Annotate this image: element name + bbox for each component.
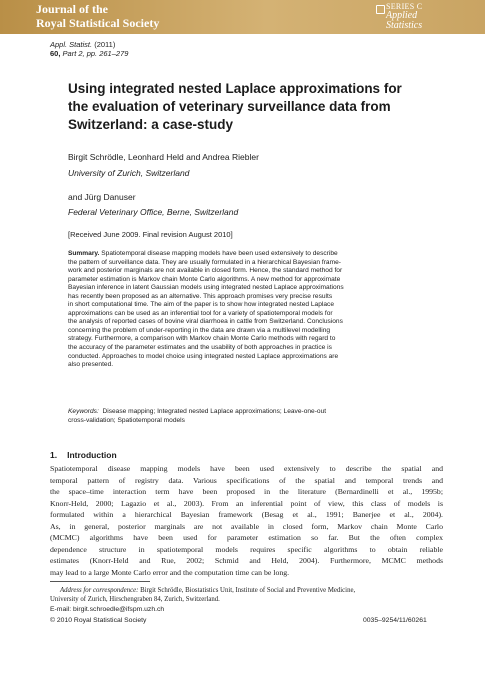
series-name-line2: Statistics xyxy=(386,20,423,31)
abstract-line: in short computational time. The aim of the paper is to show how integrated nested Laplace xyxy=(68,301,334,309)
title-line: the evaluation of veterinary surveillance data from xyxy=(68,99,391,114)
citation-pages: Part 2, pp. 261–279 xyxy=(62,49,129,58)
correspondence-email: E-mail: birgit.schroedle@ifspm.uzh.ch xyxy=(50,605,165,613)
keywords xyxy=(68,408,430,425)
abstract-line: the pattern of surveillance data. They are usually formulated in a hierarchical Bayesian frame- xyxy=(68,258,341,266)
keywords-line: cross-validation; Spatiotemporal models xyxy=(68,416,185,424)
paragraph-line: the space–time interaction term have been proposed in the literature (Bernardinelli et al., 1995b; xyxy=(50,487,443,496)
abstract-line: work and posterior marginals are not available in closed form. Hence, the standard method for xyxy=(68,267,343,275)
paragraph-line: may lead to a large Monte Carlo error and the computation time can be long. xyxy=(50,567,290,577)
authors-secondary: and Jürg Danuser xyxy=(68,192,136,202)
series-logo-icon xyxy=(376,5,385,14)
abstract-line: also presented. xyxy=(68,361,114,369)
footnote-divider xyxy=(50,581,150,582)
journal-title xyxy=(36,2,159,30)
abstract-line: parameter estimation is Markov chain Monte Carlo algorithms. A new method for approximate xyxy=(68,275,341,283)
journal-abbrev: Appl. Statist. xyxy=(50,40,93,49)
abstract-line: Spatiotemporal disease mapping models have been used extensively to describe xyxy=(101,250,338,257)
abstract xyxy=(68,250,430,370)
article-title xyxy=(68,80,428,134)
title-line: Switzerland: a case-study xyxy=(68,117,234,132)
footnote-label: Address for correspondence: xyxy=(60,587,139,594)
intro-paragraph xyxy=(50,463,443,578)
abstract-line: conducted. Approaches to model choice using integrated nested Laplace approximations are xyxy=(68,352,339,360)
abstract-line: the accuracy of the parameter estimates and the usability of both approaches in practice is xyxy=(68,344,332,352)
section-heading xyxy=(50,450,117,460)
abstract-line: concerning the problem of under-reporting in the data are drawn via a multilevel modelling xyxy=(68,326,331,334)
citation-year: (2011) xyxy=(94,40,116,49)
copyright-notice: © 2010 Royal Statistical Society xyxy=(50,617,147,624)
journal-title-line1: Journal of the xyxy=(36,2,108,16)
journal-title-line2: Royal Statistical Society xyxy=(36,16,160,30)
affiliation-primary: University of Zurich, Switzerland xyxy=(68,168,190,178)
abstract-line: Bayesian inference in latent Gaussian models using integrated nested Laplace approximations xyxy=(68,284,344,292)
authors-primary: Birgit Schrödle, Leonhard Held and Andrea Riebler xyxy=(68,152,259,162)
series-label-block xyxy=(386,2,482,32)
section-number: 1. xyxy=(50,450,58,460)
keywords-line: Disease mapping; Integrated nested Laplace approximations; Leave-one-out xyxy=(102,408,327,415)
series-name-line1: Applied xyxy=(386,10,418,21)
abstract-line: the analysis of reported cases of bovine viral diarrhoea in cattle from Switzerland. Conclusions xyxy=(68,318,343,326)
title-line: Using integrated nested Laplace approximations for xyxy=(68,81,402,96)
citation-meta xyxy=(50,40,128,58)
abstract-label: Summary. xyxy=(68,250,100,257)
abstract-line: has recently been proposed as an alternative. This approach promises very precise results xyxy=(68,292,333,300)
paragraph-line: formulated within a hierarchical Bayesian framework (Besag et al., 1991; Banerjee et al., 2004). xyxy=(50,510,443,519)
abstract-line: strategy. Furthermore, a comparison with Markov chain Monte Carlo methods with regard to xyxy=(68,335,336,343)
keywords-label: Keywords: xyxy=(68,408,99,415)
citation-volume: 60, xyxy=(50,49,61,58)
paragraph-line: temporal pattern of registry data. Various specifications of the spatial and temporal trends and xyxy=(50,475,443,485)
paragraph-line: estimates (Knorr-Held and Rue, 2002; Schmid and Held, 2004). Furthermore, MCMC methods xyxy=(50,556,443,565)
paragraph-line: Spatiotemporal disease mapping models have been used extensively to describe the spatial and xyxy=(50,464,443,473)
correspondence-footnote xyxy=(50,586,443,614)
affiliation-secondary: Federal Veterinary Office, Berne, Switzerland xyxy=(68,207,239,217)
footnote-line: Birgit Schrödle, Biostatistics Unit, Institute of Social and Preventive Medicine, xyxy=(140,587,356,594)
paragraph-line: (MCMC) algorithms have been used for parameter estimation so far. But the often complex xyxy=(50,533,443,542)
section-title: Introduction xyxy=(67,450,117,460)
paragraph-line: As, in general, posterior marginals are not available in closed form, Markov chain Monte Carlo xyxy=(50,521,443,531)
issn-code: 0035–9254/11/60261 xyxy=(363,617,427,624)
paragraph-line: dependence structure in spatiotemporal models requires specific algorithms to obtain reliable xyxy=(50,544,443,554)
footnote-line: University of Zurich, Hirschengraben 84, Zurich, Switzerland. xyxy=(50,596,220,604)
paragraph-line: Knorr-Held, 2000; Lagazio et al., 2003). From an inferential point of view, this class of models is xyxy=(50,498,443,508)
series-label: SERIES C xyxy=(386,2,423,11)
abstract-line: approximations can be used as an inferential tool for a variety of spatiotemporal models for xyxy=(68,309,333,317)
received-dates: [Received June 2009. Final revision August 2010] xyxy=(68,230,233,239)
